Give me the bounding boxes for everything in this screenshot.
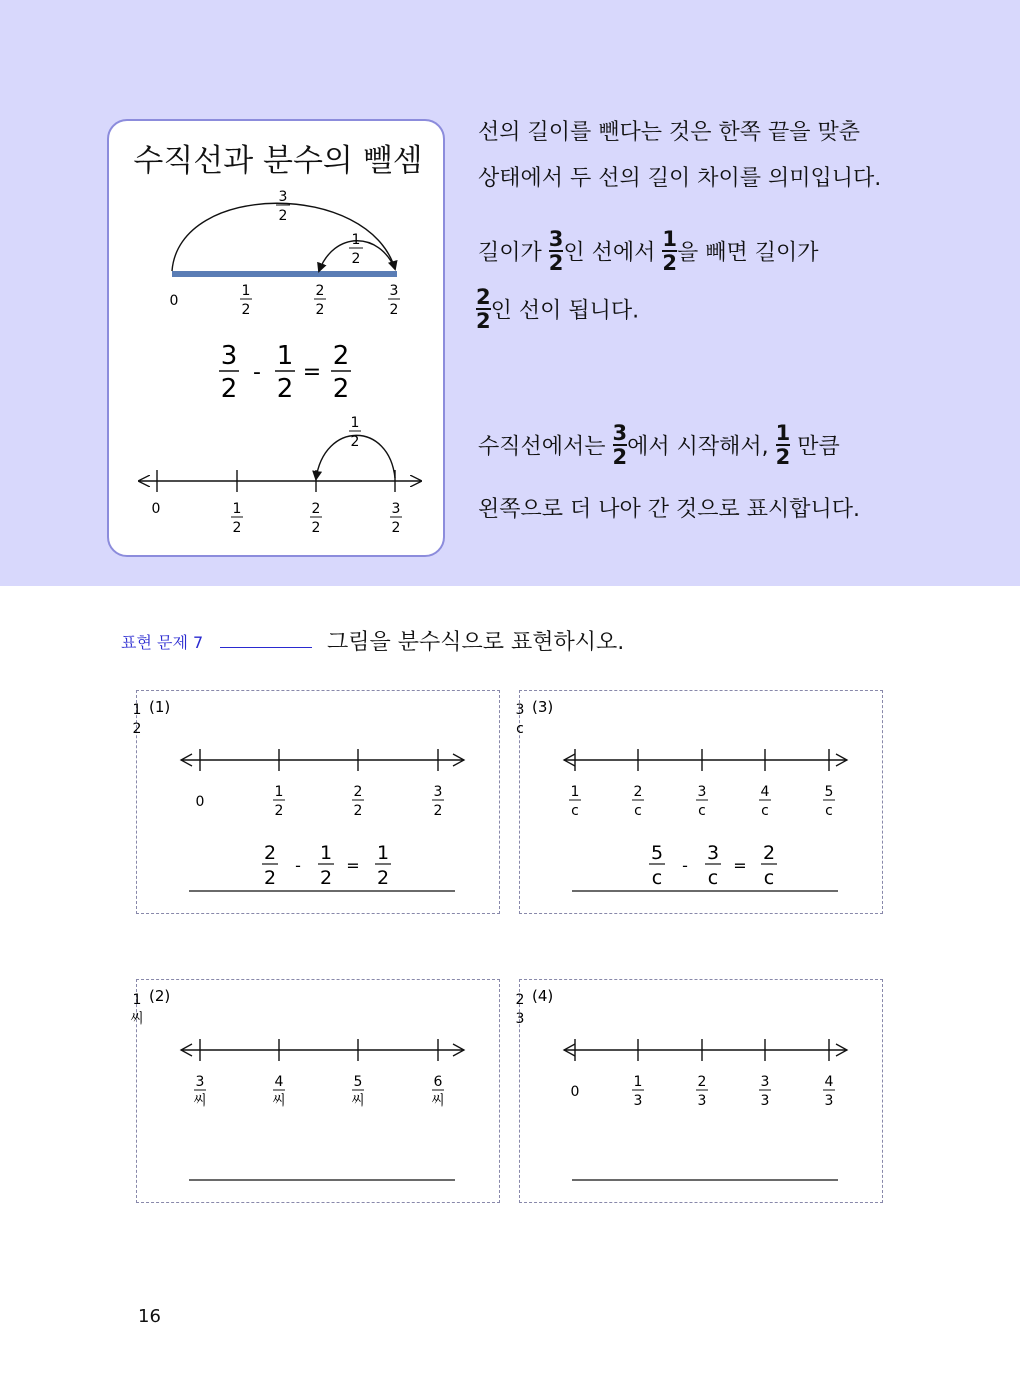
explanation-para-2: 길이가 $\frac{3}{2}$ 인 선에서 $\frac{1}{2}$ 을 빼면 길이가 $\frac{2}{2}$ 인 선이 됩니다. bbox=[476, 227, 819, 333]
svg-text:4: 4 bbox=[760, 784, 770, 800]
arc-label bbox=[516, 992, 525, 1027]
svg-text:3: 3 bbox=[760, 1074, 770, 1090]
tick-label-0: 0 bbox=[195, 794, 205, 810]
svg-text:5: 5 bbox=[353, 1074, 363, 1090]
svg-text:3: 3 bbox=[391, 501, 401, 517]
tick-label-2 bbox=[696, 784, 708, 819]
svg-text:2: 2 bbox=[319, 867, 333, 889]
svg-text:1: 1 bbox=[319, 842, 333, 864]
svg-text:2: 2 bbox=[351, 251, 361, 267]
svg-text:1: 1 bbox=[276, 341, 294, 371]
svg-text:2: 2 bbox=[315, 283, 325, 299]
svg-text:2: 2 bbox=[263, 842, 277, 864]
tick-label-3 bbox=[759, 1074, 771, 1109]
svg-text:2: 2 bbox=[220, 374, 238, 404]
svg-text:3: 3 bbox=[706, 842, 720, 864]
card-equation bbox=[219, 341, 351, 404]
svg-text:c: c bbox=[763, 867, 775, 889]
bar-label-0: 0 bbox=[169, 293, 179, 309]
problem-id: (3) bbox=[532, 698, 554, 716]
svg-text:c: c bbox=[651, 867, 663, 889]
svg-text:2: 2 bbox=[389, 302, 399, 318]
problem-box-2 bbox=[130, 979, 500, 1203]
svg-text:5: 5 bbox=[650, 842, 664, 864]
answer-equation bbox=[262, 842, 391, 889]
page-number: 16 bbox=[138, 1306, 161, 1327]
svg-text:1: 1 bbox=[351, 232, 361, 248]
tick-label-2 bbox=[352, 784, 364, 819]
svg-text:c: c bbox=[634, 803, 642, 819]
tick-label-4 bbox=[823, 784, 835, 819]
svg-text:c: c bbox=[825, 803, 833, 819]
svg-text:-: - bbox=[253, 360, 261, 385]
card-line-label-2 bbox=[310, 501, 322, 536]
svg-text:4: 4 bbox=[274, 1074, 284, 1090]
svg-text:1: 1 bbox=[232, 501, 242, 517]
arc-label bbox=[133, 702, 142, 737]
bar-arc-big-label bbox=[276, 189, 290, 224]
bar-label-2 bbox=[314, 283, 326, 318]
bar-arc-small-label bbox=[349, 232, 363, 267]
svg-text:-: - bbox=[682, 856, 688, 875]
svg-text:2: 2 bbox=[315, 302, 325, 318]
problem-id: (4) bbox=[532, 987, 554, 1005]
svg-text:2: 2 bbox=[276, 374, 294, 404]
svg-text:2: 2 bbox=[274, 803, 284, 819]
svg-text:2: 2 bbox=[232, 520, 242, 536]
svg-text:2: 2 bbox=[241, 302, 251, 318]
svg-text:3: 3 bbox=[515, 702, 525, 718]
svg-text:3: 3 bbox=[515, 1011, 525, 1027]
svg-text:2: 2 bbox=[633, 784, 643, 800]
svg-text:3: 3 bbox=[195, 1074, 205, 1090]
problem-box-1 bbox=[132, 690, 500, 914]
question-label: 표현 문제 7 bbox=[121, 633, 204, 652]
svg-text:2: 2 bbox=[311, 520, 321, 536]
svg-text:2: 2 bbox=[762, 842, 776, 864]
card-diagram bbox=[109, 121, 447, 559]
svg-text:1: 1 bbox=[241, 283, 251, 299]
tick-label-0: 0 bbox=[570, 1084, 580, 1100]
svg-text:3: 3 bbox=[824, 1093, 834, 1109]
tick-label-1 bbox=[632, 784, 644, 819]
tick-label-3 bbox=[759, 784, 771, 819]
svg-text:2: 2 bbox=[391, 520, 401, 536]
svg-text:1: 1 bbox=[570, 784, 580, 800]
tick-label-1 bbox=[273, 784, 285, 819]
svg-text:3: 3 bbox=[220, 341, 238, 371]
svg-text:3: 3 bbox=[697, 1093, 707, 1109]
tick-label-2 bbox=[696, 1074, 708, 1109]
bar-label-3 bbox=[388, 283, 400, 318]
card-line-arc-label bbox=[349, 415, 361, 450]
tick-label-0 bbox=[569, 784, 581, 819]
svg-text:씨: 씨 bbox=[351, 1093, 365, 1109]
svg-text:2: 2 bbox=[278, 208, 288, 224]
question-rule bbox=[220, 647, 312, 648]
explanation-para-1: 선의 길이를 뺀다는 것은 한쪽 끝을 맞춘 상태에서 두 선의 길이 차이를 의미입니다. bbox=[478, 120, 882, 191]
bar-label-1 bbox=[240, 283, 252, 318]
svg-text:2: 2 bbox=[350, 434, 360, 450]
arc-label bbox=[516, 702, 525, 737]
svg-text:3: 3 bbox=[433, 784, 443, 800]
tick-label-3 bbox=[431, 1074, 445, 1109]
tick-label-0 bbox=[193, 1074, 207, 1109]
svg-text:2: 2 bbox=[376, 867, 390, 889]
svg-text:c: c bbox=[516, 721, 524, 737]
svg-text:1: 1 bbox=[132, 702, 142, 718]
svg-text:3: 3 bbox=[760, 1093, 770, 1109]
svg-text:2: 2 bbox=[311, 501, 321, 517]
svg-text:씨: 씨 bbox=[272, 1093, 286, 1109]
tick-label-4 bbox=[823, 1074, 835, 1109]
problem-box-3 bbox=[515, 690, 883, 914]
svg-text:=: = bbox=[302, 360, 322, 385]
problem-id: (2) bbox=[149, 987, 171, 1005]
svg-text:3: 3 bbox=[389, 283, 399, 299]
svg-text:씨: 씨 bbox=[130, 1011, 144, 1027]
svg-text:6: 6 bbox=[433, 1074, 443, 1090]
card-line-label-0: 0 bbox=[151, 501, 161, 517]
card-line-label-1 bbox=[231, 501, 243, 536]
arc-label bbox=[130, 992, 144, 1027]
card-title: 수직선과 분수의 뺄셈 bbox=[133, 143, 423, 179]
card-line-label-3 bbox=[390, 501, 402, 536]
svg-text:2: 2 bbox=[263, 867, 277, 889]
svg-text:4: 4 bbox=[824, 1074, 834, 1090]
problem-box-4 bbox=[515, 979, 883, 1203]
svg-text:1: 1 bbox=[274, 784, 284, 800]
tick-label-3 bbox=[432, 784, 444, 819]
svg-text:2: 2 bbox=[332, 374, 350, 404]
svg-text:c: c bbox=[707, 867, 719, 889]
svg-text:c: c bbox=[698, 803, 706, 819]
svg-text:씨: 씨 bbox=[193, 1093, 207, 1109]
svg-text:씨: 씨 bbox=[431, 1093, 445, 1109]
svg-text:1: 1 bbox=[132, 992, 142, 1008]
problem-id: (1) bbox=[149, 698, 171, 716]
question-instruction: 그림을 분수식으로 표현하시오. bbox=[327, 630, 625, 655]
svg-text:c: c bbox=[571, 803, 579, 819]
svg-text:c: c bbox=[761, 803, 769, 819]
tick-label-2 bbox=[351, 1074, 365, 1109]
svg-text:2: 2 bbox=[353, 784, 363, 800]
svg-text:2: 2 bbox=[132, 721, 142, 737]
svg-text:3: 3 bbox=[633, 1093, 643, 1109]
svg-text:3: 3 bbox=[697, 784, 707, 800]
svg-text:3: 3 bbox=[278, 189, 288, 205]
svg-text:1: 1 bbox=[633, 1074, 643, 1090]
answer-equation bbox=[649, 842, 777, 889]
svg-text:5: 5 bbox=[824, 784, 834, 800]
tick-label-1 bbox=[632, 1074, 644, 1109]
svg-text:=: = bbox=[733, 856, 747, 875]
svg-text:1: 1 bbox=[376, 842, 390, 864]
summary-card bbox=[107, 119, 445, 557]
svg-text:2: 2 bbox=[697, 1074, 707, 1090]
svg-text:-: - bbox=[295, 856, 301, 875]
svg-text:1: 1 bbox=[350, 415, 360, 431]
svg-text:2: 2 bbox=[353, 803, 363, 819]
explanation-para-3: 수직선에서는 $\frac{3}{2}$ 에서 시작해서, $\frac{1}{2}$ 만큼 왼쪽으로 더 나아 간 것으로 표시합니다. bbox=[478, 421, 860, 522]
tick-label-1 bbox=[272, 1074, 286, 1109]
svg-text:2: 2 bbox=[515, 992, 525, 1008]
svg-text:2: 2 bbox=[332, 341, 350, 371]
svg-text:=: = bbox=[346, 856, 360, 875]
svg-text:2: 2 bbox=[433, 803, 443, 819]
